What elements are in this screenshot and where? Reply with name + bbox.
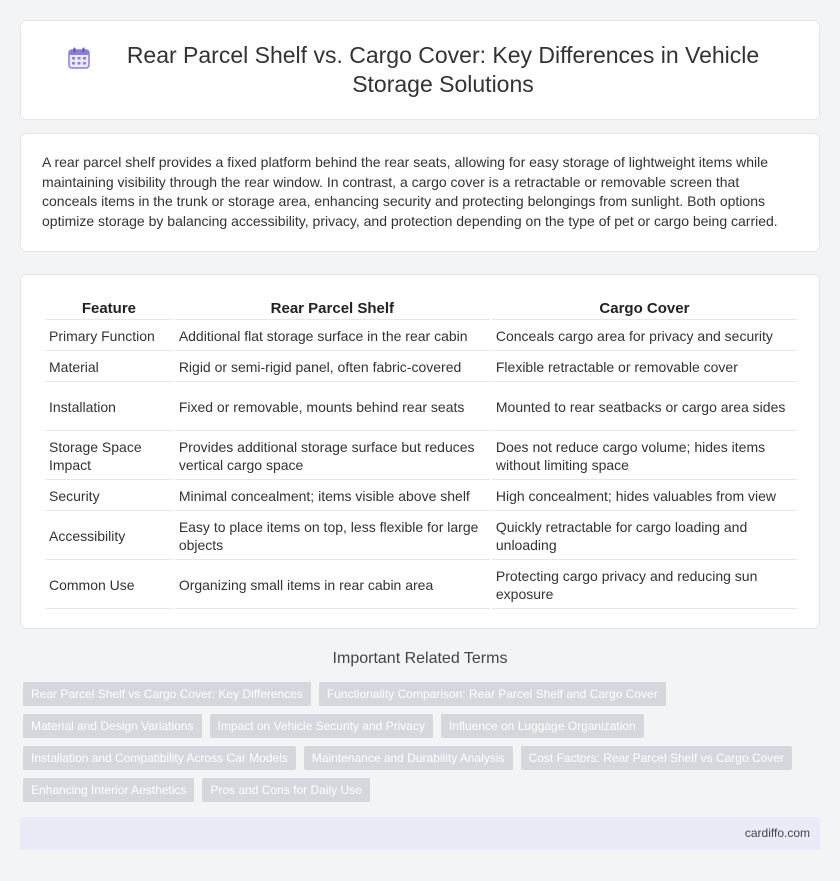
intro-card (20, 133, 820, 252)
page-title: Rear Parcel Shelf vs. Cargo Cover: Key Differences in Vehicle Storage Solutions (126, 42, 760, 97)
row-feature: Security (45, 482, 173, 511)
row-shelf-value: Fixed or removable, mounts behind rear seats (175, 384, 490, 431)
row-cover-value: Quickly retractable for cargo loading and unloading (492, 513, 797, 560)
header (67, 41, 773, 99)
header-cargo-cover: Cargo Cover (492, 297, 797, 320)
row-cover-value: Flexible retractable or removable cover (492, 353, 797, 382)
table-header-row (45, 297, 797, 320)
row-shelf-value: Additional flat storage surface in the rear cabin (175, 322, 490, 351)
table-row (45, 562, 797, 609)
row-shelf-value: Minimal concealment; items visible above shelf (175, 482, 490, 511)
row-cover-value: Mounted to rear seatbacks or cargo area sides (492, 384, 797, 431)
table-row (45, 384, 797, 431)
header-feature: Feature (45, 297, 173, 320)
header-rear-parcel-shelf: Rear Parcel Shelf (175, 297, 490, 320)
row-cover-value: Protecting cargo privacy and reducing sun exposure (492, 562, 797, 609)
related-term-tag[interactable]: Installation and Compatibility Across Car Models (23, 746, 296, 770)
row-shelf-value: Rigid or semi-rigid panel, often fabric-covered (175, 353, 490, 382)
row-cover-value: Conceals cargo area for privacy and security (492, 322, 797, 351)
row-feature: Storage Space Impact (45, 433, 173, 480)
related-terms-title: Important Related Terms (332, 650, 508, 667)
table-row (45, 322, 797, 351)
related-term-tag[interactable]: Material and Design Variations (23, 714, 202, 738)
tag-row (23, 682, 803, 706)
table-row (45, 513, 797, 560)
row-feature: Installation (45, 384, 173, 431)
related-term-tag[interactable]: Maintenance and Durability Analysis (304, 746, 513, 770)
footer-site-name[interactable]: cardiffo.com (744, 826, 810, 840)
related-term-tag[interactable]: Impact on Vehicle Security and Privacy (210, 714, 433, 738)
comparison-card (20, 274, 820, 629)
tag-row (23, 746, 803, 770)
calendar-icon (67, 46, 91, 70)
footer (20, 817, 820, 850)
related-term-tag[interactable]: Pros and Cons for Daily Use (202, 778, 369, 802)
tag-row (23, 714, 803, 738)
table-row (45, 482, 797, 511)
row-feature: Common Use (45, 562, 173, 609)
row-shelf-value: Provides additional storage surface but reduces vertical cargo space (175, 433, 490, 480)
row-cover-value: Does not reduce cargo volume; hides items without limiting space (492, 433, 797, 480)
related-term-tag[interactable]: Rear Parcel Shelf vs Cargo Cover: Key Differences (23, 682, 311, 706)
row-feature: Accessibility (45, 513, 173, 560)
intro-paragraph: A rear parcel shelf provides a fixed platform behind the rear seats, allowing for easy storage of lightweight items while maintaining visibility through the rear window. In contrast, a cargo cover is a retractable or removable screen that conceals items in the trunk or storage area, enhancing security and protecting belongings from sunlight. Both options optimize storage by balancing accessibility, privacy, and protection depending on the type of pet or cargo being carried. (42, 154, 778, 229)
tag-row (23, 778, 803, 802)
header-card (20, 20, 820, 120)
row-shelf-value: Easy to place items on top, less flexible for large objects (175, 513, 490, 560)
related-term-tag[interactable]: Functionality Comparison: Rear Parcel Shelf and Cargo Cover (319, 682, 666, 706)
related-terms-tags (23, 682, 803, 810)
table-row (45, 353, 797, 382)
related-term-tag[interactable]: Cost Factors: Rear Parcel Shelf vs Cargo Cover (521, 746, 792, 770)
row-cover-value: High concealment; hides valuables from view (492, 482, 797, 511)
related-term-tag[interactable]: Enhancing Interior Aesthetics (23, 778, 194, 802)
related-term-tag[interactable]: Influence on Luggage Organization (441, 714, 644, 738)
row-feature: Material (45, 353, 173, 382)
row-shelf-value: Organizing small items in rear cabin area (175, 562, 490, 609)
row-feature: Primary Function (45, 322, 173, 351)
table-row (45, 433, 797, 480)
comparison-table (43, 295, 799, 611)
